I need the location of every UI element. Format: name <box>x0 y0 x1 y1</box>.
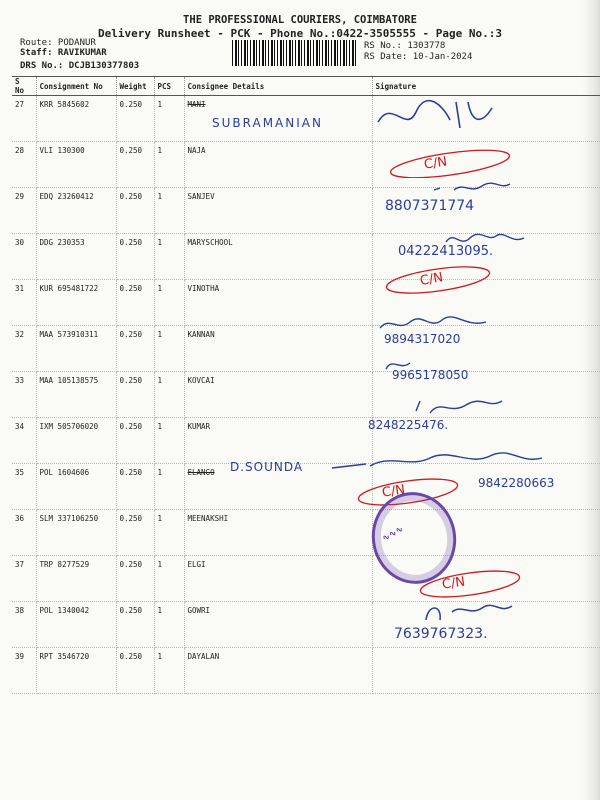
handwritten-phone: 8248225476. <box>368 418 449 432</box>
table-header-row <box>12 77 600 96</box>
weight-value: 0.250 <box>116 96 154 142</box>
handwritten-phone: 7639767323. <box>394 626 488 642</box>
column-header: Weight <box>116 77 154 96</box>
consignee-name: MEENAKSHI <box>184 510 372 556</box>
consignment-number: TRP 8277529 <box>36 556 116 602</box>
consignment-number: EDQ 23260412 <box>36 188 116 234</box>
pieces-count: 1 <box>154 188 184 234</box>
serial-number: 39 <box>12 648 36 694</box>
weight-value: 0.250 <box>116 510 154 556</box>
route-label: Route: PODANUR <box>20 38 96 48</box>
consignee-name: VINOTHA <box>184 280 372 326</box>
consignee-name: DAYALAN <box>184 648 372 694</box>
pieces-count: 1 <box>154 234 184 280</box>
handwritten-phone: 8807371774 <box>385 198 475 214</box>
consignment-number: VLI 130300 <box>36 142 116 188</box>
consignment-number: IXM 505706020 <box>36 418 116 464</box>
weight-value: 0.250 <box>116 142 154 188</box>
pieces-count: 1 <box>154 648 184 694</box>
pieces-count: 1 <box>154 372 184 418</box>
drs-barcode <box>232 40 356 66</box>
cn-mark: C/N <box>381 482 407 501</box>
handwritten-name: D.SOUNDA <box>230 460 304 474</box>
signature-mark <box>430 178 520 198</box>
pieces-count: 1 <box>154 602 184 648</box>
weight-value: 0.250 <box>116 602 154 648</box>
column-header: S No <box>12 77 36 96</box>
column-header: PCS <box>154 77 184 96</box>
consignment-number: DDG 230353 <box>36 234 116 280</box>
consignment-number: KUR 695481722 <box>36 280 116 326</box>
handwritten-phone: 9894317020 <box>384 332 461 346</box>
weight-value: 0.250 <box>116 372 154 418</box>
serial-number: 36 <box>12 510 36 556</box>
consignee-name: MANI <box>184 96 372 142</box>
serial-number: 34 <box>12 418 36 464</box>
serial-number: 30 <box>12 234 36 280</box>
weight-value: 0.250 <box>116 418 154 464</box>
handwritten-phone: 9965178050 <box>392 368 469 382</box>
pieces-count: 1 <box>154 418 184 464</box>
serial-number: 31 <box>12 280 36 326</box>
weight-value: 0.250 <box>116 464 154 510</box>
serial-number: 32 <box>12 326 36 372</box>
table-row <box>12 648 600 694</box>
school-stamp: ∿∿∿ <box>363 484 464 591</box>
company-title: THE PROFESSIONAL COURIERS, COIMBATORE <box>183 14 417 26</box>
weight-value: 0.250 <box>116 234 154 280</box>
consignment-number: SLM 337106250 <box>36 510 116 556</box>
signature-mark <box>372 94 502 136</box>
pieces-count: 1 <box>154 96 184 142</box>
consignee-name: NAJA <box>184 142 372 188</box>
cn-mark: C/N <box>418 270 445 289</box>
serial-number: 37 <box>12 556 36 602</box>
handwritten-phone: 9842280663 <box>478 476 555 490</box>
consignee-name: KOVCAI <box>184 372 372 418</box>
consignee-name: SANJEV <box>184 188 372 234</box>
signature-mark <box>410 395 510 419</box>
column-header: Consignment No <box>36 77 116 96</box>
consignee-name: KUMAR <box>184 418 372 464</box>
consignee-name: ELANGO <box>184 464 372 510</box>
cn-ring <box>412 566 532 600</box>
weight-value: 0.250 <box>116 556 154 602</box>
consignment-number: POL 1340042 <box>36 602 116 648</box>
handwritten-name: SUBRAMANIAN <box>212 116 323 130</box>
serial-number: 27 <box>12 96 36 142</box>
runsheet-subtitle: Delivery Runsheet - PCK - Phone No.:0422-3505555 - Page No.:3 <box>98 27 502 40</box>
signature-cell <box>372 648 600 694</box>
cn-mark: C/N <box>423 154 449 173</box>
rs-date: RS Date: 10-Jan-2024 <box>364 52 473 62</box>
serial-number: 35 <box>12 464 36 510</box>
cn-ring <box>380 262 500 296</box>
weight-value: 0.250 <box>116 648 154 694</box>
pieces-count: 1 <box>154 464 184 510</box>
table-row <box>12 280 600 326</box>
pieces-count: 1 <box>154 510 184 556</box>
column-header: Consignee Details <box>184 77 372 96</box>
consignment-number: MAA 573910311 <box>36 326 116 372</box>
consignment-number: RPT 3546720 <box>36 648 116 694</box>
serial-number: 33 <box>12 372 36 418</box>
serial-number: 28 <box>12 142 36 188</box>
pieces-count: 1 <box>154 142 184 188</box>
column-header: Signature <box>372 77 600 96</box>
table-row <box>12 372 600 418</box>
pieces-count: 1 <box>154 280 184 326</box>
pieces-count: 1 <box>154 326 184 372</box>
rs-number: RS No.: 1303778 <box>364 41 446 51</box>
weight-value: 0.250 <box>116 326 154 372</box>
staff-label: Staff: RAVIKUMAR <box>20 48 107 58</box>
handwritten-phone: 04222413095. <box>398 244 494 259</box>
weight-value: 0.250 <box>116 188 154 234</box>
consignee-name: ELGI <box>184 556 372 602</box>
consignment-number: KRR 5845602 <box>36 96 116 142</box>
serial-number: 29 <box>12 188 36 234</box>
signature-mark <box>420 600 520 626</box>
weight-value: 0.250 <box>116 280 154 326</box>
consignee-name: MARYSCHOOL <box>184 234 372 280</box>
consignee-name: KANNAN <box>184 326 372 372</box>
cn-ring <box>380 138 530 178</box>
drs-number: DRS No.: DCJB130377803 <box>20 61 140 71</box>
cn-mark: C/N <box>441 574 467 593</box>
consignee-name: GOWRI <box>184 602 372 648</box>
consignment-number: MAA 105138575 <box>36 372 116 418</box>
signature-mark <box>330 448 550 476</box>
table-row <box>12 510 600 556</box>
table-row <box>12 326 600 372</box>
serial-number: 38 <box>12 602 36 648</box>
consignment-number: POL 1604606 <box>36 464 116 510</box>
pieces-count: 1 <box>154 556 184 602</box>
